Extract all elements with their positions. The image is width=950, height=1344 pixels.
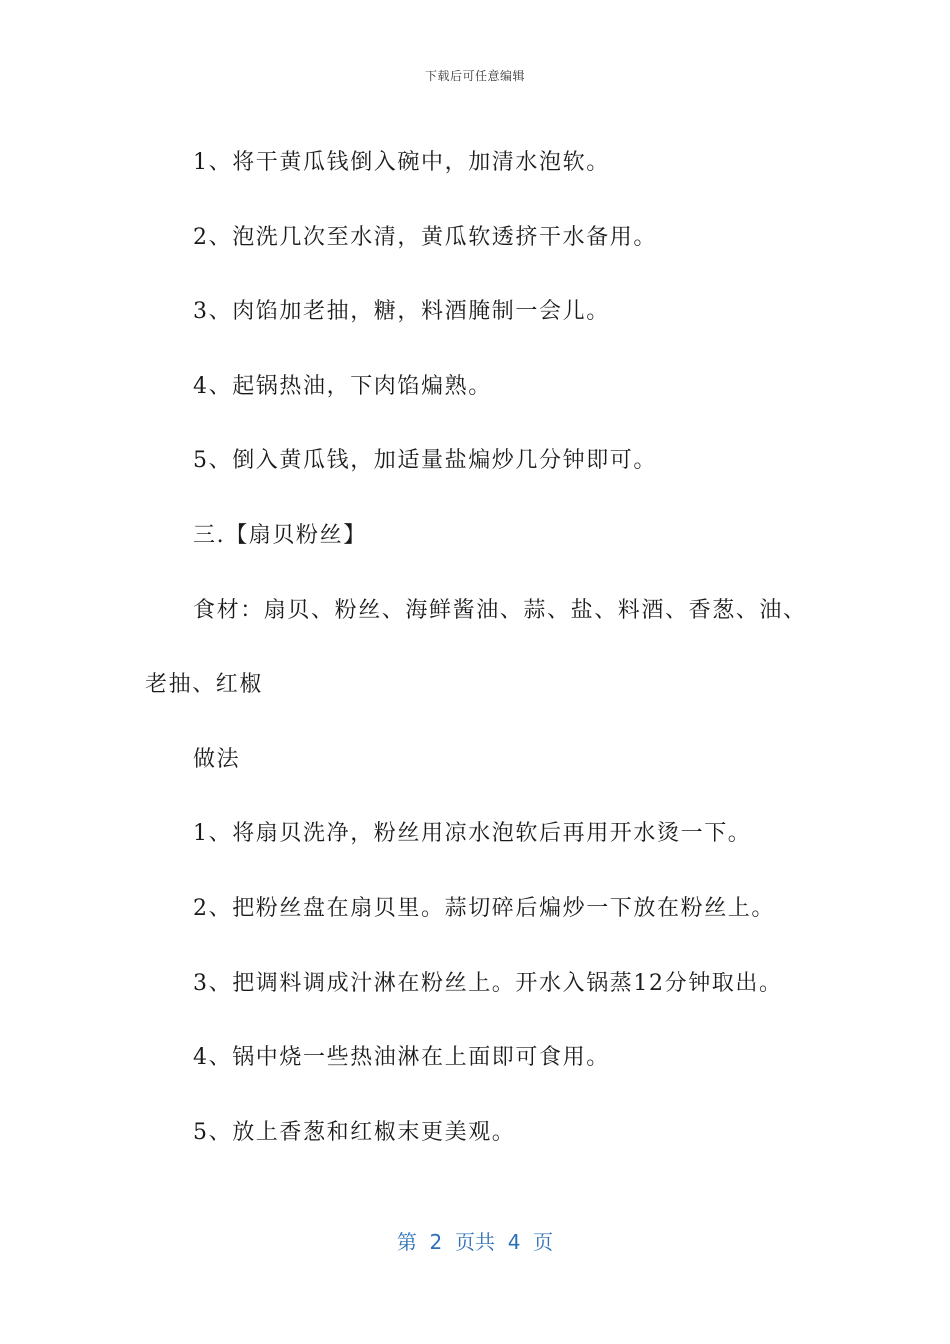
scallop-step-1: 1、将扇贝洗净，粉丝用凉水泡软后再用开水烫一下。 [193, 821, 752, 847]
document-body [145, 126, 825, 1170]
step-2-rinse-cucumber: 2、泡洗几次至水清，黄瓜软透挤干水备用。 [193, 224, 657, 250]
step-5-add-cucumber: 5、倒入黄瓜钱，加适量盐煸炒几分钟即可。 [193, 448, 657, 474]
step-4-stir-fry-meat: 4、起锅热油，下肉馅煸熟。 [193, 373, 492, 399]
section-heading-scallop: 三.【扇贝粉丝】 [193, 522, 367, 548]
page-header-note: 下载后可任意编辑 [424, 69, 525, 83]
page-number: 第 2 页共 4 页 [396, 1230, 554, 1254]
ingredients-line-2: 老抽、红椒 [145, 672, 264, 698]
step-3-marinate-meat: 3、肉馅加老抽，糖，料酒腌制一会儿。 [193, 299, 610, 325]
step-1-soak-cucumber: 1、将干黄瓜钱倒入碗中，加清水泡软。 [193, 150, 610, 175]
scallop-step-2: 2、把粉丝盘在扇贝里。蒜切碎后煸炒一下放在粉丝上。 [193, 895, 775, 921]
scallop-step-4: 4、锅中烧一些热油淋在上面即可食用。 [193, 1045, 610, 1071]
scallop-step-3: 3、把调料调成汁淋在粉丝上。开水入锅蒸12分钟取出。 [193, 970, 783, 996]
scallop-step-5: 5、放上香葱和红椒末更美观。 [193, 1119, 516, 1145]
method-heading: 做法 [193, 746, 241, 772]
ingredients-line-1: 食材：扇贝、粉丝、海鲜酱油、蒜、盐、料酒、香葱、油、 [193, 597, 807, 623]
